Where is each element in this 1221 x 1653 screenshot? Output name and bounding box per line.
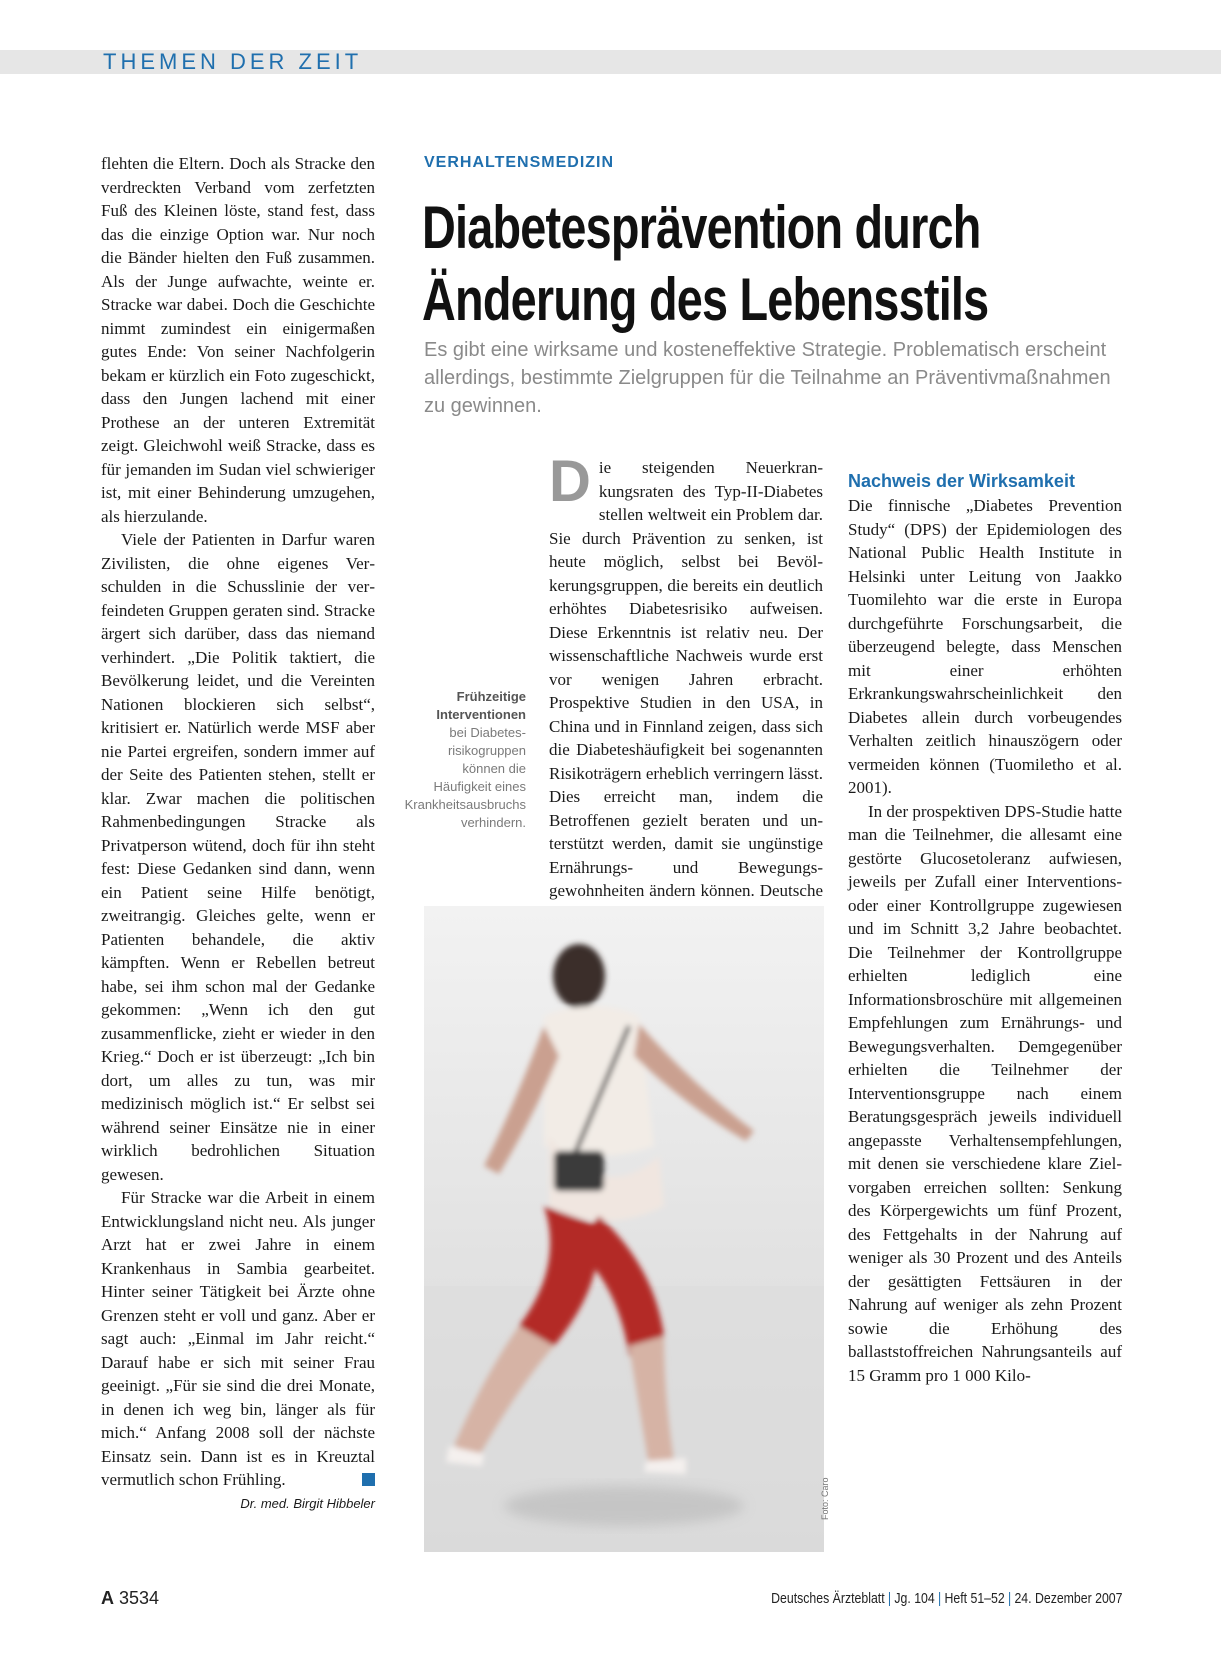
left-paragraph xyxy=(101,1186,375,1492)
left-column xyxy=(101,152,375,1514)
footer-separator: | xyxy=(1007,1590,1011,1607)
headline-line-2: Änderung des Lebensstils xyxy=(422,266,989,333)
caption-title: Frühzeitige Interventionen xyxy=(436,689,526,722)
author-name: Dr. med. Birgit Hibbeler xyxy=(240,1495,375,1511)
page-number xyxy=(101,1588,159,1609)
article-kicker: VERHALTENSMEDIZIN xyxy=(424,154,615,171)
journal-name: Deutsches Ärzteblatt xyxy=(770,1590,885,1607)
page-prefix: A xyxy=(101,1588,114,1608)
left-paragraph-text: Für Stracke war die Arbeit in einem Entwicklungsland nicht neu. Als junger Arzt hat er zwei Jahre in einem Krankenhaus in Sambia gearbeitet. Hinter seiner Tätigkeit bei Ärzte ohne Grenzen steht er voll und ganz. Aber er sagt auch: „Einmal im Jahr reicht.“ Darauf habe er sich mit seiner Frau geeinigt. „Für sie sind die drei Monate, in denen ich weg bin, länger als für mich.“ Anfang 2008 soll der nächste Einsatz sein. Dann ist es in Kreuztal vermutlich schon Frühling. xyxy=(101,1188,375,1489)
drop-cap: D xyxy=(549,449,591,514)
left-paragraph: flehten die Eltern. Doch als Stracke den verdreckten Verband vom zerfetzten Fuß des Kleinen löste, stand fest, dass das die einzige Option war. Nur noch die Bänder hielten den Fuß zusammen. Als der Junge aufwachte, weinte er. Stracke war dabei. Doch die Geschichte nimmt zumindest ein einigermaßen gutes Ende: Von seiner Nachfolgerin bekam er kürzlich ein Foto zugeschickt, dass den Jungen lachend mit einer Prothese an der unteren Extremität zeigt. Gleichwohl weiß Stracke, dass es für jemanden im Sudan viel schwieriger ist, mit einer Behinderung umzugehen, als hierzulande. xyxy=(101,154,375,526)
article-headline xyxy=(422,192,989,336)
page-number-value: 3534 xyxy=(119,1588,160,1608)
caption-text: bei Diabetesrisikogruppen können die Häufigkeit eines Krankheitsausbruchs verhindern. xyxy=(404,725,526,830)
left-paragraph: Viele der Patienten in Darfur waren Zivilisten, die ohne eigenes Verschulden in die Schusslinie der verfeindeten Gruppen geraten sind. Stracke ärgert sich darüber, dass das niemand verhindert. „Die Politik taktiert, die Bevölkerung leidet, und die Vereinten Nationen blockieren sich selbst“, kritisiert er. Natürlich werde MSF aber nie Partei ergreifen, sondern immer auf der Seite des Patienten stehen, stellt er klar. Zwar machen die politischen Rahmenbedingungen Stracke als Privatperson wütend, doch für ihn steht fest: Diese Gedanken sind dann, wenn ein Patient seine Hilfe benötigt, zweitrangig. Gleiches gelte, wenn er Patienten behandele, die aktiv kämpften. Wenn er Rebellen betreut habe, sei ihm schon mal der Gedanke gekommen: „Wenn ich den gut zusammenflicke, zieht er wieder in den Krieg.“ Doch er ist überzeugt: „Ich bin dort, um alles zu tun, was mir medizinisch möglich ist.“ Er selbst sei während seiner Einsätze nie in einer wirklich bedrohlichen Situation gewesen. xyxy=(101,530,375,1184)
journal-issue: Heft 51–52 xyxy=(944,1590,1005,1607)
article-photo xyxy=(424,906,824,1552)
footer-separator: | xyxy=(937,1590,941,1607)
right-column xyxy=(848,456,1122,1387)
body-paragraph: Die finnische „Diabetes Prevention Study“ (DPS) der Epidemiologen des National Public Health Institute in Helsinki unter Leitung von Jaakko Tuomilehto war die erste in Europa durchgeführte Forschungsarbeit, die überzeugend belegte, dass Menschen mit einer erhöhten Erkrankungswahrscheinlichkeit den Diabetes allein durch vorbeugendes Verhalten zeitlich hinauszögern oder vermeiden können (Tuomiletho et al. 2001). xyxy=(848,496,1122,797)
issue-date: 24. Dezember 2007 xyxy=(1013,1590,1122,1607)
walking-woman-photo xyxy=(424,906,824,1552)
intro-text: ie steigenden Neuerkrankungsraten des Typ-II-Diabetes stellen weltweit ein Problem dar. Sie durch Prävention zu senken, ist heute möglich, selbst bei Bevölkerungsgruppen, die bereits ein deutlich erhöhtes Diabetesrisiko aufweisen. Diese Erkenntnis ist relativ neu. Der wissenschaftliche Nachweis wurde erst vor wenigen Jahren erbracht. Prospektive Studien in den USA, in China und in Finnland zeigen, dass sich die Diabeteshäufigkeit bei sogenannten Risikoträgern erheblich verringern lässt. Dies erreicht man, indem die Betroffenen gezielt beraten und unterstützt werden, damit sie ungünstige Ernährungs- und Bewegungsgewohnheiten ändern können. Deutsche xyxy=(549,458,823,900)
photo-caption xyxy=(402,688,526,832)
section-label: THEMEN DER ZEIT xyxy=(103,49,363,74)
footer-citation xyxy=(771,1590,1122,1607)
footer-separator: | xyxy=(887,1590,891,1607)
body-paragraph: In der prospektiven DPS-Studie hatte man die Teilnehmer, die allesamt eine gestörte Glucosetoleranz aufwiesen, jeweils per Zufall einer Interventions- oder einer Kontrollgruppe zugewiesen und im Schnitt 3,2 Jahre beobachtet. Die Teilnehmer der Kontrollgruppe erhielten lediglich eine Informationsbroschüre mit allgemeinen Empfehlungen zum Ernährungs- und Bewegungsverhalten. Demgegenüber erhielten die Teilnehmer der Interventionsgruppe nach einem Beratungsgespräch jeweils individuell angepasste Verhaltensempfehlungen, mit denen sie verschiedene klare Zielvorgaben erreichen sollten: Senkung des Körpergewichts um fünf Prozent, des Fettgehalts in der Nahrung auf weniger als 30 Prozent und des Anteils der gesättigten Fettsäuren in der Nahrung auf weniger als zehn Prozent sowie die Erhöhung des ballaststoffreichen Nahrungsanteils auf 15 Gramm pro 1 000 Kilo- xyxy=(848,801,1123,1385)
article-lead: Es gibt eine wirksame und kosteneffektive Strategie. Problematisch erscheint allerdings, bestimmte Zielgruppen für die Teilnahme an Präventivmaßnahmen zu gewinnen. xyxy=(424,339,1111,417)
headline-line-1: Diabetesprävention durch xyxy=(422,194,981,261)
journal-volume: Jg. 104 xyxy=(893,1590,935,1607)
section-subhead: Nachweis der Wirksamkeit xyxy=(848,471,1075,491)
end-mark-icon xyxy=(362,1473,375,1486)
photo-credit: Foto: Caro xyxy=(820,1477,830,1520)
